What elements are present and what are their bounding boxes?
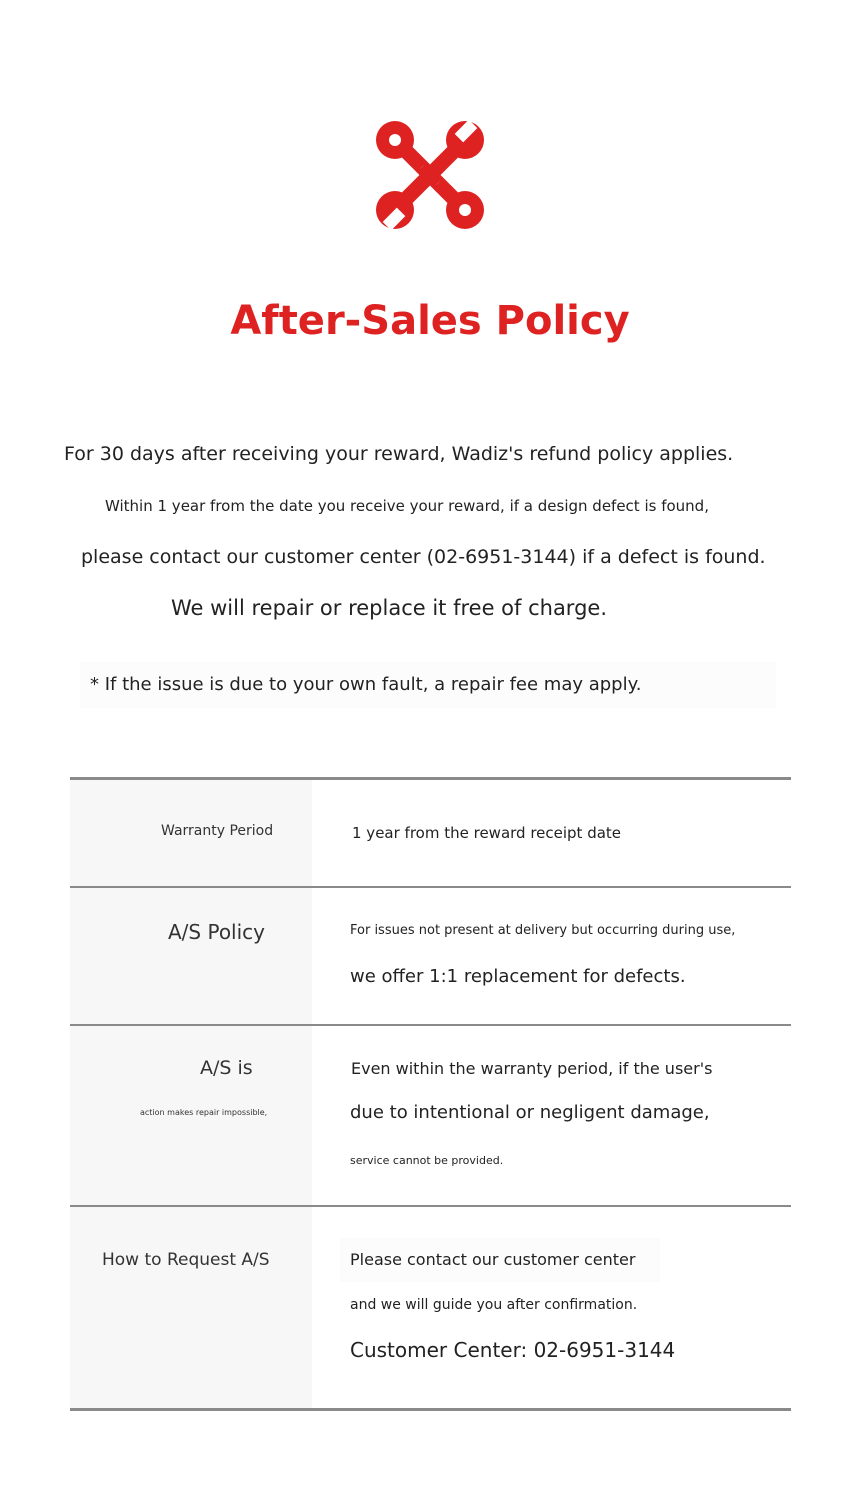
page-title: After-Sales Policy [230, 298, 630, 344]
intro-line-1: For 30 days after receiving your reward, Wadiz's refund policy applies. [64, 443, 734, 465]
warranty-period-value: 1 year from the reward receipt date [352, 824, 622, 842]
table-row-divider [70, 886, 791, 888]
table-row-divider [70, 1024, 791, 1026]
table-row-divider [70, 1205, 791, 1207]
fault-fee-note: * If the issue is due to your own fault, a repair fee may apply. [90, 674, 642, 695]
as-exclusion-value-line: Even within the warranty period, if the user's [351, 1059, 713, 1078]
as-policy-value-line: For issues not present at delivery but occurring during use, [350, 923, 736, 938]
as-exclusion-label: A/S is [200, 1057, 253, 1079]
as-exclusion-value-line: service cannot be provided. [350, 1154, 504, 1167]
as-policy-label: A/S Policy [168, 920, 266, 944]
request-as-value-line: Please contact our customer center [350, 1250, 636, 1269]
table-label-column [70, 779, 312, 1410]
customer-center-phone: Customer Center: 02-6951-3144 [350, 1338, 676, 1362]
wrench-cross-icon [370, 115, 490, 235]
as-policy-value-line: we offer 1:1 replacement for defects. [350, 966, 686, 987]
as-exclusion-sublabel: action makes repair impossible, [140, 1108, 268, 1117]
intro-line-2: Within 1 year from the date you receive your reward, if a design defect is found, [105, 497, 709, 515]
request-as-label: How to Request A/S [102, 1250, 270, 1270]
request-as-value-line: and we will guide you after confirmation. [350, 1297, 638, 1313]
as-exclusion-value-line: due to intentional or negligent damage, [350, 1102, 710, 1123]
intro-line-3: please contact our customer center (02-6951-3144) if a defect is found. [81, 546, 766, 568]
table-bottom-rule [70, 1408, 791, 1411]
intro-line-4: We will repair or replace it free of charge. [171, 596, 607, 620]
warranty-period-label: Warranty Period [161, 823, 274, 839]
table-top-rule [70, 777, 791, 780]
